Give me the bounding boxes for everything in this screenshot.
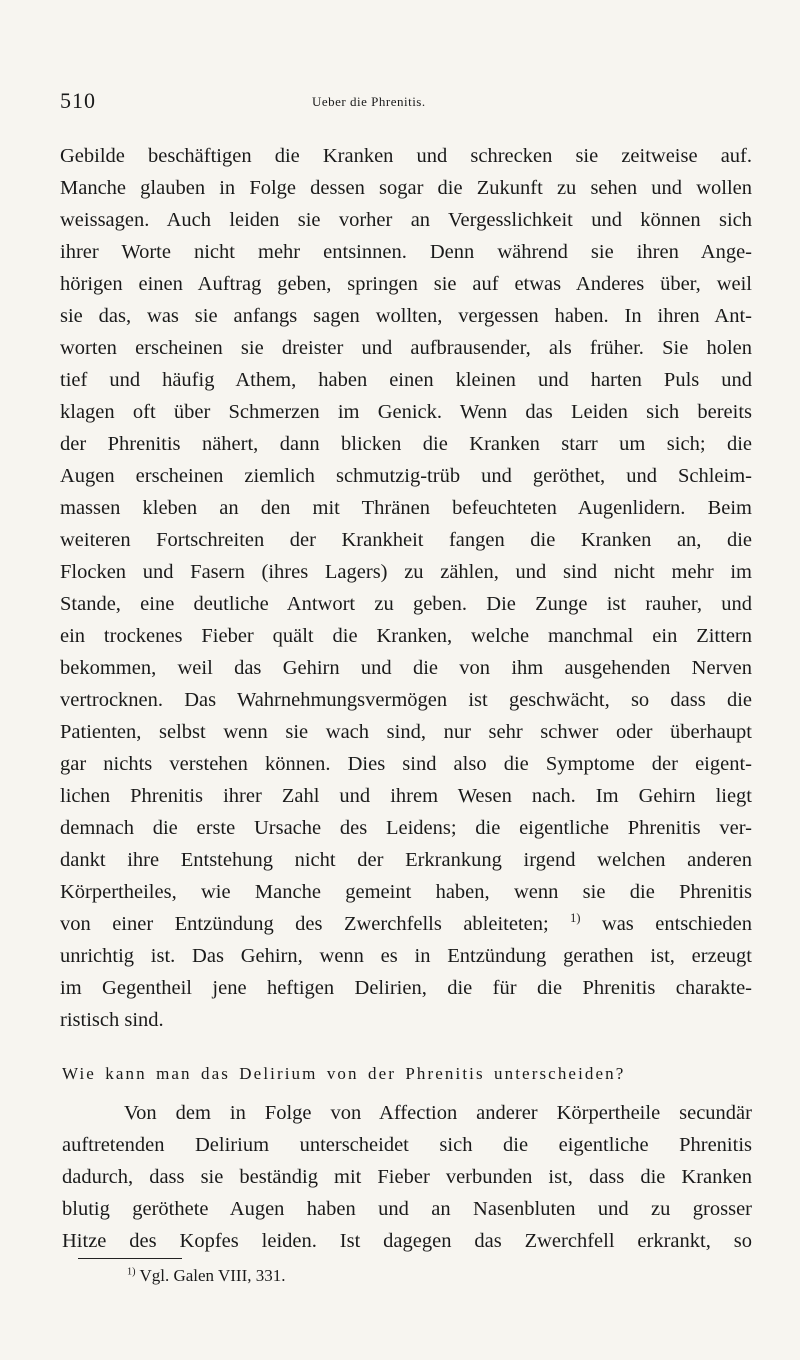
footnote-marker: 1) bbox=[127, 1266, 136, 1278]
text-segment: von einer Entzündung des Zwerchfells ableiteten; bbox=[60, 913, 549, 935]
page-number: 510 bbox=[60, 88, 96, 113]
text-line: Manche glauben in Folge dessen sogar die Zukunft zu sehen und wollen bbox=[60, 177, 752, 199]
text-line: unrichtig ist. Das Gehirn, wenn es in Entzündung gerathen ist, erzeugt bbox=[60, 945, 752, 967]
text-line: dadurch, dass sie beständig mit Fieber verbunden ist, dass die Kranken bbox=[62, 1166, 752, 1188]
text-line: weissagen. Auch leiden sie vorher an Vergesslichkeit und können sich bbox=[60, 209, 752, 231]
text-line: Körpertheiles, wie Manche gemeint haben, wenn sie die Phrenitis bbox=[60, 881, 752, 903]
text-line: Augen erscheinen ziemlich schmutzig-trüb und geröthet, und Schleim- bbox=[60, 465, 752, 487]
text-line: ihrer Worte nicht mehr entsinnen. Denn während sie ihren Ange- bbox=[60, 241, 752, 263]
text-line: ristisch sind. bbox=[60, 1009, 164, 1031]
text-line: hörigen einen Auftrag geben, springen sie auf etwas Anderes über, weil bbox=[60, 273, 752, 295]
footnote-text: Vgl. Galen VIII, 331. bbox=[139, 1266, 286, 1285]
text-line: Stande, eine deutliche Antwort zu geben. Die Zunge ist rauher, und bbox=[60, 593, 752, 615]
text-line: Flocken und Fasern (ihres Lagers) zu zählen, und sind nicht mehr im bbox=[60, 561, 752, 583]
text-line: auftretenden Delirium unterscheidet sich die eigentliche Phrenitis bbox=[62, 1134, 752, 1156]
footnote-divider bbox=[78, 1258, 182, 1259]
text-line: tief und häufig Athem, haben einen kleinen und harten Puls und bbox=[60, 369, 752, 391]
text-line: dankt ihre Entstehung nicht der Erkrankung irgend welchen anderen bbox=[60, 849, 752, 871]
text-segment: was entschieden bbox=[580, 913, 752, 935]
text-line: im Gegentheil jene heftigen Delirien, die für die Phrenitis charakte- bbox=[60, 977, 752, 999]
footnote-reference: 1) bbox=[570, 911, 581, 926]
text-line: demnach die erste Ursache des Leidens; die eigentliche Phrenitis ver- bbox=[60, 817, 752, 839]
text-line: blutig geröthete Augen haben und an Nasenbluten und zu grosser bbox=[62, 1198, 752, 1220]
text-line: lichen Phrenitis ihrer Zahl und ihrem Wesen nach. Im Gehirn liegt bbox=[60, 785, 752, 807]
text-line: gar nichts verstehen können. Dies sind also die Symptome der eigent- bbox=[60, 753, 752, 775]
text-line: klagen oft über Schmerzen im Genick. Wenn das Leiden sich bereits bbox=[60, 401, 752, 423]
text-line: massen kleben an den mit Thränen befeuchteten Augenlidern. Beim bbox=[60, 497, 752, 519]
text-line: worten erscheinen sie dreister und aufbrausender, als früher. Sie holen bbox=[60, 337, 752, 359]
text-line-with-footnote-ref bbox=[60, 908, 752, 940]
page-header bbox=[60, 88, 760, 118]
running-head: Ueber die Phrenitis. bbox=[312, 94, 426, 109]
paragraph-1 bbox=[60, 140, 752, 1036]
text-line: ein trockenes Fieber quält die Kranken, welche manchmal ein Zittern bbox=[60, 625, 752, 647]
text-line: Hitze des Kopfes leiden. Ist dagegen das Zwerchfell erkrankt, so bbox=[62, 1230, 752, 1252]
text-line: bekommen, weil das Gehirn und die von ihm ausgehenden Nerven bbox=[60, 657, 752, 679]
text-line: Von dem in Folge von Affection anderer Körpertheile secundär bbox=[124, 1102, 752, 1124]
paragraph-2 bbox=[62, 1097, 752, 1257]
footnote bbox=[127, 1266, 286, 1286]
text-line: sie das, was sie anfangs sagen wollten, vergessen haben. In ihren Ant- bbox=[60, 305, 752, 327]
text-line: Gebilde beschäftigen die Kranken und schrecken sie zeitweise auf. bbox=[60, 145, 752, 167]
text-line: weiteren Fortschreiten der Krankheit fangen die Kranken an, die bbox=[60, 529, 752, 551]
text-line: Patienten, selbst wenn sie wach sind, nur sehr schwer oder überhaupt bbox=[60, 721, 752, 743]
text-line: vertrocknen. Das Wahrnehmungsvermögen ist geschwächt, so dass die bbox=[60, 689, 752, 711]
text-line: der Phrenitis nähert, dann blicken die Kranken starr um sich; die bbox=[60, 433, 752, 455]
section-subheading: Wie kann man das Delirium von der Phrenitis unterscheiden? bbox=[62, 1064, 626, 1083]
